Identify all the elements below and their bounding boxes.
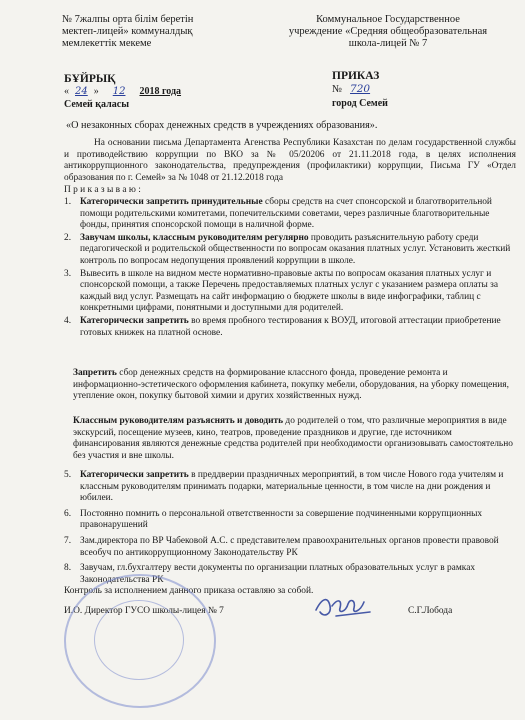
- header-right-line: учреждение «Средняя общеобразовательная: [288, 26, 488, 37]
- list-item: [64, 233, 516, 268]
- order-month: 12: [112, 86, 126, 97]
- item-number: 5.: [64, 470, 72, 480]
- item-text: в преддверии праздничных мероприятий, в том числе Нового года учителям и классным руководителям принимать подарки, материальные ценности, в том числе на дни рождения и юбилеи.: [80, 470, 504, 504]
- item-number: 8.: [64, 563, 72, 574]
- list-item: [64, 197, 516, 232]
- list-item: [64, 536, 516, 559]
- item-number: 7.: [64, 535, 72, 546]
- order-city-kz: Семей қаласы: [64, 99, 129, 110]
- para-bold-text: Запретить: [73, 368, 117, 378]
- number-sign: №: [332, 84, 343, 95]
- prikazyvayu-label: П р и к а з ы в а ю :: [64, 185, 141, 195]
- quote-close: »: [93, 86, 99, 97]
- item-text: Завучам, гл.бухгалтеру вести документы по организации платных образовательных услуг в рамках Законодательства РК: [80, 563, 476, 585]
- header-right: [282, 14, 494, 50]
- list-item: [64, 269, 516, 315]
- order-year: 2018 года: [139, 86, 182, 97]
- round-stamp-inner: [94, 600, 184, 680]
- paragraph-class-teachers: [73, 416, 516, 462]
- item-text: Постоянно помнить о персональной ответственности за совершение подчиненными коррупционных правонарушений: [80, 508, 483, 531]
- order-city-ru: город Семей: [332, 98, 388, 109]
- header-left-line: мектеп-лицей» коммуналдық: [62, 26, 193, 37]
- item-number: 1.: [64, 197, 72, 207]
- item-number: 2.: [64, 232, 72, 243]
- header-left-line: мемлекеттік мекеме: [62, 38, 152, 49]
- signer-position: И.О. Директор ГУСО школы-лицея № 7: [64, 606, 224, 616]
- item-text: Вывесить в школе на видном месте нормативно-правовые акты по вопросам оказания платных услуг и спонсорской помощи, а также Перечень предоставляемых платных услуг с указанием размера оплаты за каждый вид услуг. Размещать на сайт информацию о бюджете школы в виде инфографики, таблиц с конкретными цифрами, понятными и доступными для родителей.: [80, 268, 498, 314]
- order-number-value: 720: [350, 83, 371, 95]
- item-text: Зам.директора по ВР Чабековой А.С. с представителем правоохранительных органов провести правовой всеобуч по антикоррупционному Законодательству РК: [80, 535, 499, 558]
- order-items-list: [64, 197, 516, 340]
- order-items-list-2: [64, 470, 516, 587]
- item-number: 6.: [64, 508, 72, 519]
- signer-name: С.Г.Лобода: [408, 606, 453, 616]
- header-right-line: Коммунальное Государственное: [316, 14, 460, 25]
- order-title-ru: ПРИКАЗ: [332, 70, 380, 82]
- order-title-kz: БҰЙРЫҚ: [64, 73, 116, 85]
- item-number: 3.: [64, 268, 72, 279]
- item-bold-text: Категорически запретить принудительные: [80, 197, 263, 207]
- item-bold-text: Категорически запретить: [80, 470, 189, 480]
- list-item: [64, 470, 516, 505]
- item-text: сборы средств на счет спонсорской и благотворительной помощи родительскими комитетами, попечительскими советами, через различные благотворительные фонды, принятия спонсорской помощи в наличной форме.: [80, 197, 492, 231]
- header-left-line: № 7жалпы орта білім беретін: [62, 14, 194, 25]
- para-bold-text: Классным руководителям разъяснять и доводить: [73, 416, 284, 426]
- para-text: до родителей о том, что различные мероприятия в виде экскурсий, посещение музеев, кино, театров, проведение праздников и другие, где источником финансирования являются денежные средства родителей при необходимости организовывать самостоятельно без участия и вне школы.: [73, 416, 513, 461]
- item-number: 4.: [64, 315, 72, 326]
- paragraph-prohibit-funds: [73, 368, 516, 403]
- item-bold-text: Завучам школы, классным руководителям регулярно: [80, 232, 309, 243]
- item-text: проводить разъяснительную работу среди педагогической и родительской общественности по вопросам оказания платных услуг. Установить жесткий контроль по вопросам недопущения проявлений коррупции в школе.: [80, 232, 511, 266]
- list-item: [64, 509, 516, 532]
- preamble: На основании письма Департамента Агенства Республики Казахстан по делам государственной службы и противодействию коррупции по ВКО за № 05/20206 от 21.11.2018 года, в целях исполнения антикоррупционного законодательства, предупреждения (профилактики) коррупции, Письма ГУ «Отдел образования по г. Семей» за № 1048 от 21.12.2018 года: [64, 138, 516, 183]
- order-subject: «О незаконных сборах денежных средств в учреждениях образования».: [66, 120, 378, 131]
- list-item: [64, 316, 516, 339]
- para-text: сбор денежных средств на формирование классного фонда, проведение ремонта и информационно-эстетического оформления кабинета, покупку мебели, оборудования, на уборку помещения, утепление окон, покупку бытовой химии и других хозяйственных нужд.: [73, 368, 509, 402]
- header-left: [62, 14, 193, 50]
- item-bold-text: Категорически запретить: [80, 315, 189, 326]
- order-day: 24: [75, 86, 88, 97]
- control-statement: Контроль за исполнением данного приказа оставляю за собой.: [64, 586, 314, 596]
- order-number: [332, 83, 378, 95]
- quote-open: «: [64, 86, 69, 97]
- order-date: [64, 86, 181, 97]
- handwritten-signature: [312, 588, 376, 624]
- header-right-line: школа-лицей № 7: [348, 38, 428, 49]
- item-text: во время пробного тестирования к ВОУД, итоговой аттестации приобретение готовых книжек на платной основе.: [80, 315, 501, 338]
